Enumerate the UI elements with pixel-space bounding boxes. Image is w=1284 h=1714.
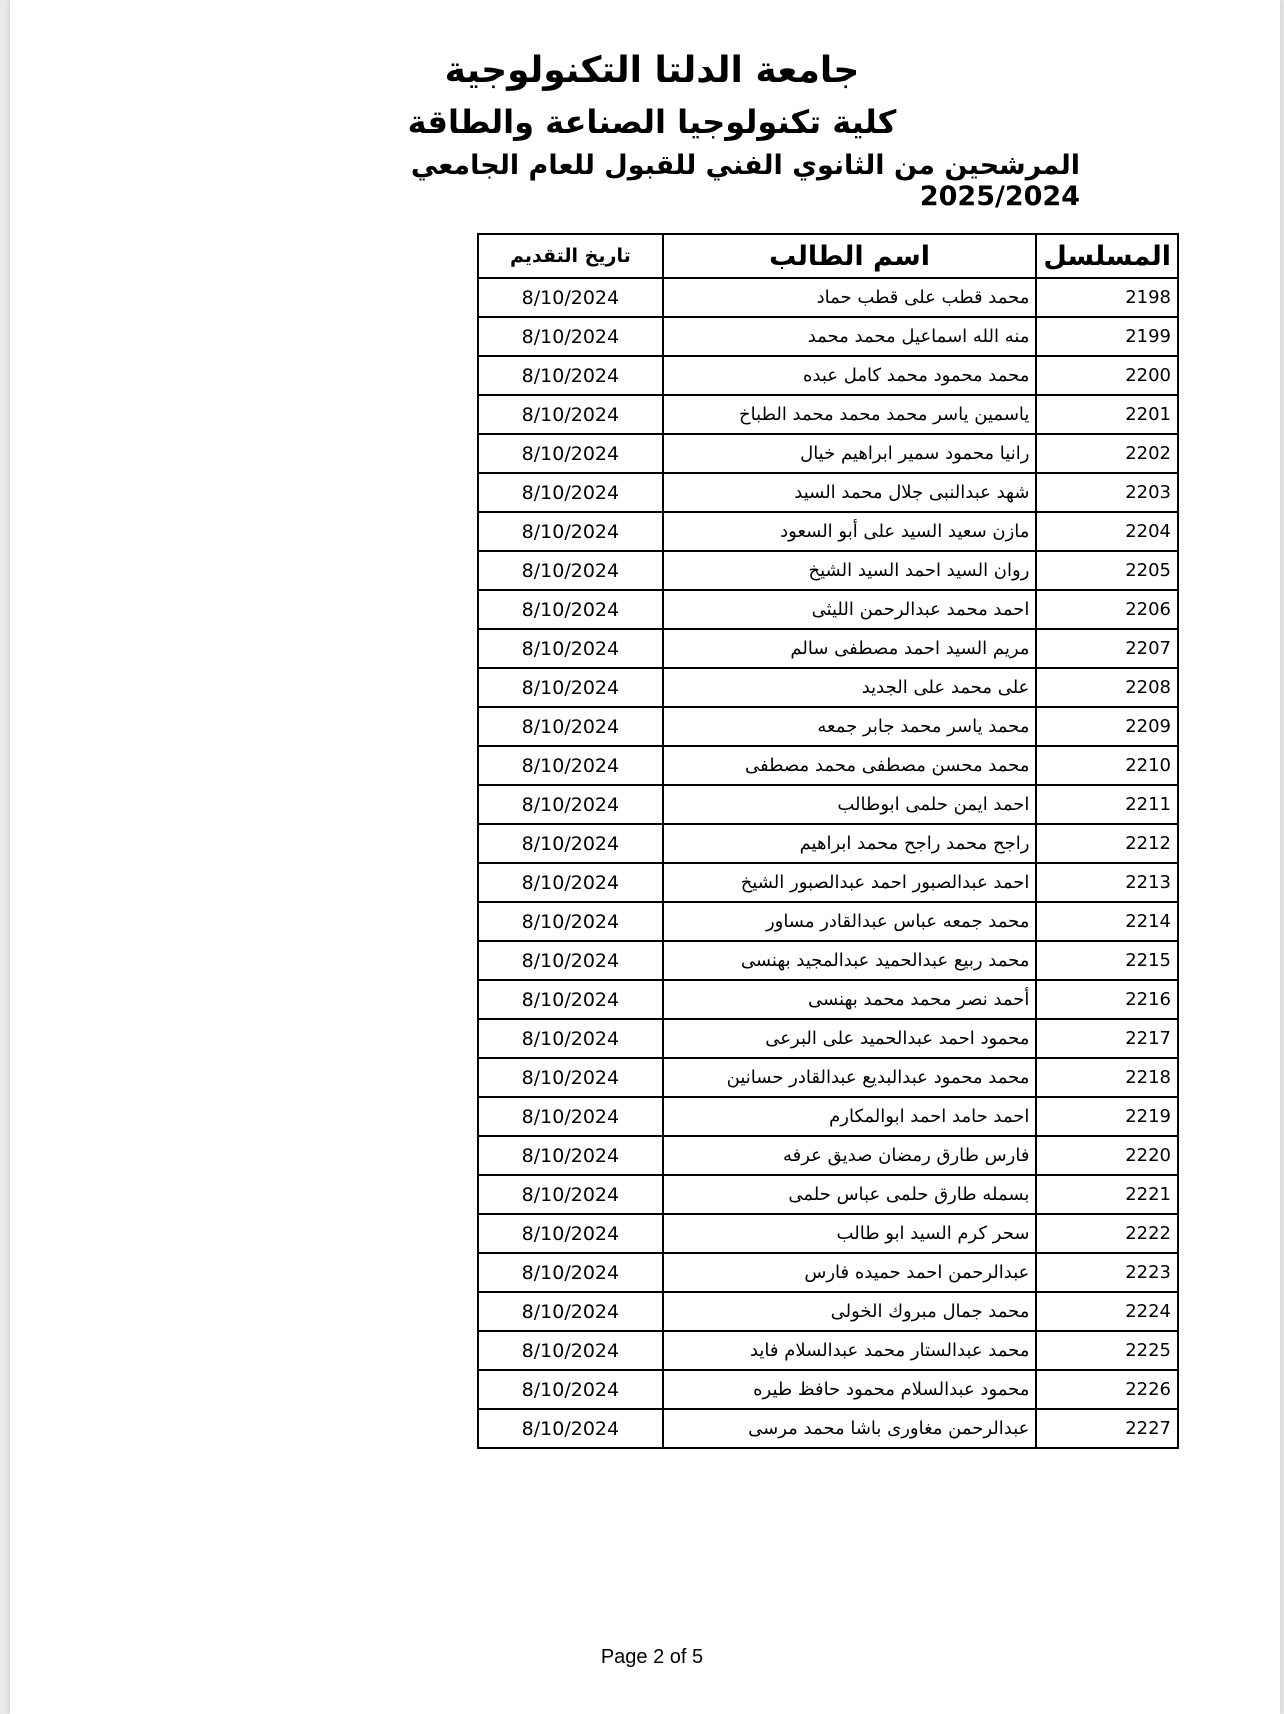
student-name-cell: محمد محمود عبدالبديع عبدالقادر حسانين [663, 1058, 1037, 1097]
student-name-cell: عبدالرحمن مغاورى باشا محمد مرسى [663, 1409, 1037, 1448]
table-header-row [478, 234, 1178, 278]
student-name-cell: محمد محسن مصطفى محمد مصطفى [663, 746, 1037, 785]
application-date-cell: 8/10/2024 [478, 1409, 663, 1448]
serial-cell: 2200 [1036, 356, 1178, 395]
table-row [478, 941, 1178, 980]
table-row [478, 668, 1178, 707]
student-name-cell: شهد عبدالنبى جلال محمد السيد [663, 473, 1037, 512]
table-row [478, 1370, 1178, 1409]
serial-cell: 2198 [1036, 278, 1178, 317]
application-date-cell: 8/10/2024 [478, 590, 663, 629]
table-row [478, 746, 1178, 785]
page-number: Page 2 of 5 [600, 1646, 704, 1668]
serial-cell: 2225 [1036, 1331, 1178, 1370]
student-name-cell: منه الله اسماعيل محمد محمد [663, 317, 1037, 356]
university-title: جامعة الدلتا التكنولوجية [444, 50, 860, 91]
table-row [478, 551, 1178, 590]
table-row [478, 785, 1178, 824]
student-name-cell: مازن سعيد السيد على أبو السعود [663, 512, 1037, 551]
table-row [478, 317, 1178, 356]
application-date-cell: 8/10/2024 [478, 434, 663, 473]
serial-cell: 2220 [1036, 1136, 1178, 1175]
student-name-cell: ياسمين ياسر محمد محمد محمد الطباخ [663, 395, 1037, 434]
serial-cell: 2224 [1036, 1292, 1178, 1331]
application-date-cell: 8/10/2024 [478, 356, 663, 395]
application-date-cell: 8/10/2024 [478, 512, 663, 551]
serial-cell: 2215 [1036, 941, 1178, 980]
student-name-cell: فارس طارق رمضان صديق عرفه [663, 1136, 1037, 1175]
table-row [478, 863, 1178, 902]
document-subtitle: المرشحين من الثانوي الفني للقبول للعام الجامعي 2025/2024 [410, 150, 1080, 212]
application-date-cell: 8/10/2024 [478, 1136, 663, 1175]
student-name-cell: عبدالرحمن احمد حميده فارس [663, 1253, 1037, 1292]
table-row [478, 512, 1178, 551]
serial-cell: 2218 [1036, 1058, 1178, 1097]
application-date-cell: 8/10/2024 [478, 1175, 663, 1214]
table-row [478, 707, 1178, 746]
student-name-cell: بسمله طارق حلمى عباس حلمى [663, 1175, 1037, 1214]
application-date-cell: 8/10/2024 [478, 902, 663, 941]
application-date-cell: 8/10/2024 [478, 668, 663, 707]
application-date-cell: 8/10/2024 [478, 1331, 663, 1370]
student-name-cell: محمد محمود محمد كامل عبده [663, 356, 1037, 395]
serial-cell: 2214 [1036, 902, 1178, 941]
student-name-cell: روان السيد احمد السيد الشيخ [663, 551, 1037, 590]
application-date-cell: 8/10/2024 [478, 1214, 663, 1253]
application-date-cell: 8/10/2024 [478, 1292, 663, 1331]
serial-cell: 2206 [1036, 590, 1178, 629]
table-row [478, 1331, 1178, 1370]
application-date-cell: 8/10/2024 [478, 746, 663, 785]
serial-cell: 2205 [1036, 551, 1178, 590]
table-row [478, 1019, 1178, 1058]
name-column-header: اسم الطالب [663, 234, 1037, 278]
serial-cell: 2226 [1036, 1370, 1178, 1409]
application-date-cell: 8/10/2024 [478, 629, 663, 668]
student-name-cell: محمد جمال مبروك الخولى [663, 1292, 1037, 1331]
student-name-cell: مريم السيد احمد مصطفى سالم [663, 629, 1037, 668]
student-name-cell: محمد ياسر محمد جابر جمعه [663, 707, 1037, 746]
table-row [478, 980, 1178, 1019]
candidates-table [477, 233, 1179, 1449]
application-date-cell: 8/10/2024 [478, 980, 663, 1019]
student-name-cell: محمد ربيع عبدالحميد عبدالمجيد بهنسى [663, 941, 1037, 980]
student-name-cell: رانيا محمود سمير ابراهيم خيال [663, 434, 1037, 473]
document-page [10, 0, 1280, 1714]
table-body [478, 278, 1178, 1448]
serial-cell: 2201 [1036, 395, 1178, 434]
application-date-cell: 8/10/2024 [478, 395, 663, 434]
student-name-cell: محمد عبدالستار محمد عبدالسلام فايد [663, 1331, 1037, 1370]
serial-cell: 2219 [1036, 1097, 1178, 1136]
table-row [478, 1097, 1178, 1136]
table-row [478, 1253, 1178, 1292]
table-row [478, 1058, 1178, 1097]
serial-cell: 2222 [1036, 1214, 1178, 1253]
application-date-cell: 8/10/2024 [478, 1370, 663, 1409]
serial-cell: 2209 [1036, 707, 1178, 746]
table-row [478, 824, 1178, 863]
application-date-cell: 8/10/2024 [478, 785, 663, 824]
application-date-cell: 8/10/2024 [478, 941, 663, 980]
serial-cell: 2223 [1036, 1253, 1178, 1292]
student-name-cell: محمد جمعه عباس عبدالقادر مساور [663, 902, 1037, 941]
serial-cell: 2208 [1036, 668, 1178, 707]
student-name-cell: سحر كرم السيد ابو طالب [663, 1214, 1037, 1253]
student-name-cell: على محمد على الجديد [663, 668, 1037, 707]
student-name-cell: احمد حامد احمد ابوالمكارم [663, 1097, 1037, 1136]
student-name-cell: راجح محمد راجح محمد ابراهيم [663, 824, 1037, 863]
student-name-cell: احمد عبدالصبور احمد عبدالصبور الشيخ [663, 863, 1037, 902]
table-row [478, 1214, 1178, 1253]
serial-cell: 2213 [1036, 863, 1178, 902]
student-name-cell: أحمد نصر محمد محمد بهنسى [663, 980, 1037, 1019]
date-column-header: تاريخ التقديم [478, 234, 663, 278]
table-row [478, 1175, 1178, 1214]
student-name-cell: محمود عبدالسلام محمود حافظ طيره [663, 1370, 1037, 1409]
table-row [478, 629, 1178, 668]
table-row [478, 356, 1178, 395]
application-date-cell: 8/10/2024 [478, 278, 663, 317]
table-row [478, 1292, 1178, 1331]
application-date-cell: 8/10/2024 [478, 1019, 663, 1058]
application-date-cell: 8/10/2024 [478, 473, 663, 512]
application-date-cell: 8/10/2024 [478, 1253, 663, 1292]
faculty-title: كلية تكنولوجيا الصناعة والطاقة [407, 103, 897, 141]
table-row [478, 1409, 1178, 1448]
application-date-cell: 8/10/2024 [478, 317, 663, 356]
student-name-cell: محمد قطب على قطب حماد [663, 278, 1037, 317]
application-date-cell: 8/10/2024 [478, 707, 663, 746]
serial-cell: 2210 [1036, 746, 1178, 785]
serial-cell: 2202 [1036, 434, 1178, 473]
serial-cell: 2227 [1036, 1409, 1178, 1448]
serial-cell: 2199 [1036, 317, 1178, 356]
serial-column-header: المسلسل [1036, 234, 1178, 278]
application-date-cell: 8/10/2024 [478, 824, 663, 863]
table-row [478, 278, 1178, 317]
student-name-cell: محمود احمد عبدالحميد على البرعى [663, 1019, 1037, 1058]
serial-cell: 2216 [1036, 980, 1178, 1019]
table-row [478, 902, 1178, 941]
table-row [478, 590, 1178, 629]
application-date-cell: 8/10/2024 [478, 863, 663, 902]
serial-cell: 2207 [1036, 629, 1178, 668]
serial-cell: 2212 [1036, 824, 1178, 863]
application-date-cell: 8/10/2024 [478, 1097, 663, 1136]
serial-cell: 2221 [1036, 1175, 1178, 1214]
table-row [478, 434, 1178, 473]
serial-cell: 2211 [1036, 785, 1178, 824]
student-name-cell: احمد ايمن حلمى ابوطالب [663, 785, 1037, 824]
serial-cell: 2217 [1036, 1019, 1178, 1058]
application-date-cell: 8/10/2024 [478, 1058, 663, 1097]
table-row [478, 473, 1178, 512]
table-row [478, 1136, 1178, 1175]
serial-cell: 2203 [1036, 473, 1178, 512]
table-row [478, 395, 1178, 434]
serial-cell: 2204 [1036, 512, 1178, 551]
student-name-cell: احمد محمد عبدالرحمن الليثى [663, 590, 1037, 629]
application-date-cell: 8/10/2024 [478, 551, 663, 590]
